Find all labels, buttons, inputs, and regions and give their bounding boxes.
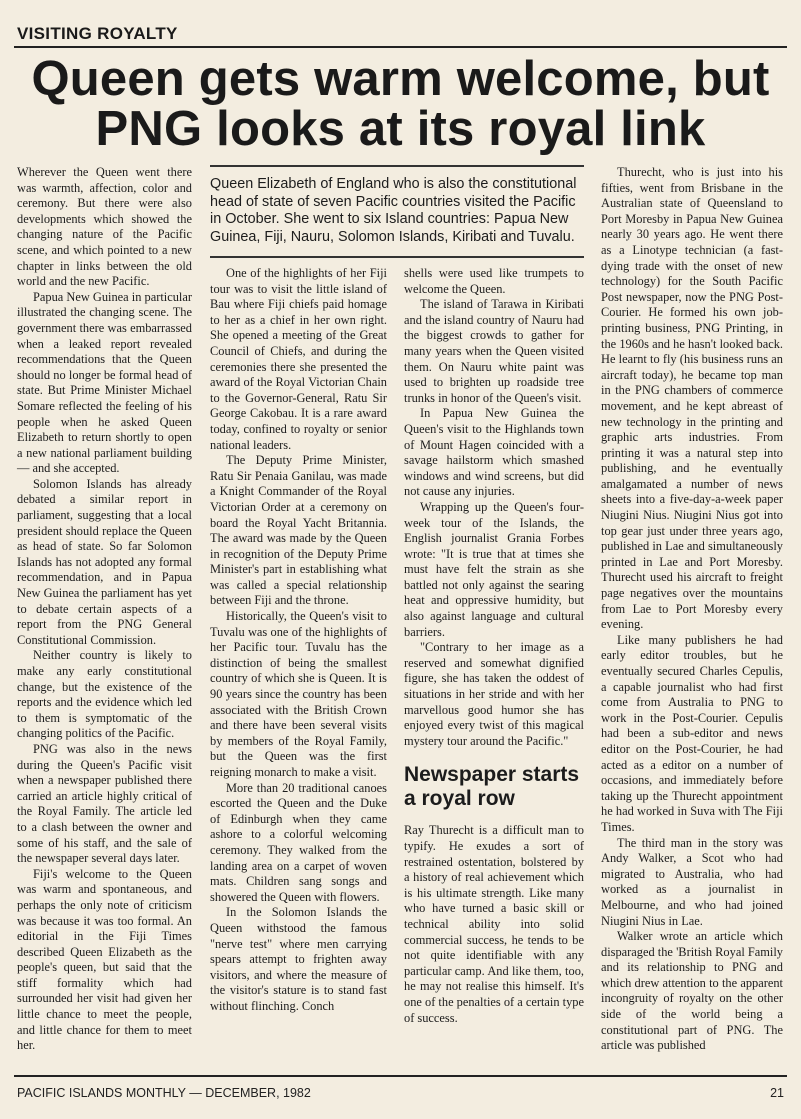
paragraph: More than 20 traditional canoes escorted the Queen and the Duke of Edinburgh when they came ashore to a colorful welcoming ceremony. They walked from the landing area on a carpet of woven mats. Children sang songs and showered the Queen with flowers. <box>210 780 387 904</box>
paragraph: Wrapping up the Queen's four-week tour of the Islands, the English journalist Grania Forbes wrote: "It is true that at times she must have felt the strain as she battled not only against the searing heat and oppressive humidity, but also against language and cultural barriers. <box>404 499 584 639</box>
paragraph: The third man in the story was Andy Walker, a Scot who had migrated to Australia, who had worked as a journalist in Melbourne, and who had joined Niugini Nius in Lae. <box>601 835 783 928</box>
column-3 <box>404 266 584 1026</box>
paragraph: In Papua New Guinea the Queen's visit to the Highlands town of Mount Hagen coincided with a savage hailstorm which smashed windows and wind screens, but did not cause any injuries. <box>404 406 584 499</box>
paragraph: The Deputy Prime Minister, Ratu Sir Penaia Ganilau, was made a Knight Commander of the Royal Victorian Order at a ceremony on board the Royal Yacht Britannia. The award was made by the Queen in recognition of the Deputy Prime Minister's part in establishing what was called a special relationship between Fiji and the throne. <box>210 453 387 608</box>
page-number: 21 <box>770 1086 784 1100</box>
paragraph: Like many publishers he had early editor troubles, but he eventually secured Charles Cepulis, a capable journalist who had first come from Australia to PNG to work in the Post-Courier. Cepulis had been a sub-editor and news editor on the Post-Courier, he had acted as a editor on a number of occasions, and immediately before taking up the Thurecht appointment he had worked in Suva with The Fiji Times. <box>601 632 783 834</box>
column-4 <box>601 165 783 1054</box>
paragraph: "Contrary to her image as a reserved and somewhat dignified figure, she has taken the oddest of situations in her stride and with her marvellous good humor she has enjoyed every twist of this magical mystery tour around the Pacific." <box>404 640 584 748</box>
column-1 <box>17 165 192 1054</box>
paragraph: Solomon Islands has already debated a similar report in parliament, suggesting that a local president should replace the Queen as head of state. So far Solomon Islands has not adopted any formal recommendation, and in Papua New Guinea the parliament has yet to debate certain aspects of a report from the PNG General Constitutional Commission. <box>17 476 192 647</box>
paragraph: In the Solomon Islands the Queen withstood the famous "nerve test" where men carrying spears attempt to frighten away visitors, and where the measure of the visitor's stature is to stand fast without flinching. Conch <box>210 905 387 1013</box>
section-label: VISITING ROYALTY <box>17 24 178 43</box>
footer-publication: PACIFIC ISLANDS MONTHLY — DECEMBER, 1982 <box>17 1086 311 1100</box>
paragraph: Fiji's welcome to the Queen was warm and spontaneous, and perhaps the only note of criticism was because it was too formal. An editorial in the Fiji Times described Queen Elizabeth as the people's queen, but said that the stiff formality which had surrounded her visit had given her little chance to meet the people, and little chance for them to meet her. <box>17 866 192 1053</box>
standfirst-box <box>210 165 584 258</box>
paragraph: Neither country is likely to make any early constitutional change, but the existence of the reports and the evidence which led to them is symptomatic of the changing politics of the Pacific. <box>17 648 192 741</box>
paragraph: shells were used like trumpets to welcome the Queen. <box>404 266 584 296</box>
bottom-rule <box>14 1075 787 1077</box>
paragraph: PNG was also in the news during the Queen's Pacific visit when a newspaper published there carried an article highly critical of the Royal Family. The article led to a clash between the owner and some of his staff, and the sale of the newspaper several days later. <box>17 741 192 866</box>
paragraph: Thurecht, who is just into his fifties, went from Brisbane in the Australian state of Queensland to Port Moresby in Papua New Guinea nearly 30 years ago. He went there as a Linotype technician (a fast-dying trade with the onset of new technology) for the South Pacific Post newspaper, now the PNG Post-Courier. He formed his own job-printing business, PNG Printing, in the 1960s and he hasn't looked back. He learnt to fly (his business runs an aircraft today), he became top man in the PNG chambers of commerce movement, and he kept abreast of new technology in the printing and graphic arts industries. From printing it was a natural step into publishing, and he eventually amalgamated a number of news sheets into a five-day-a-week paper Niugini Nius. Niugini Nius got into top gear just under three years ago, published in Lae and simultaneously printed in Lae and Port Moresby. Thurecht used his aircraft to freight page negatives over the mountains from Lae to Port Moresby every evening. <box>601 165 783 632</box>
paragraph: Wherever the Queen went there was warmth, affection, color and ceremony. But there were also developments which showed the changing nature of the Pacific scene, and which pointed to a new chapter in links between the old world and the new Pacific. <box>17 165 192 289</box>
column-2 <box>210 266 387 1015</box>
paragraph: Walker wrote an article which disparaged the 'British Royal Family and its relationship to PNG and which drew attention to the apparent incongruity of royalty on the other side of the world being a constitutional part of PNG. The article was published <box>601 929 783 1053</box>
paragraph: Papua New Guinea in particular illustrated the changing scene. The government there was embarrassed when a leaked report revealed recommendations that the Queen should no longer be formal head of state. But Prime Minister Michael Somare reflected the feeling of his people when he asked Queen Elizabeth to return shortly to open a new national parliament building — and she accepted. <box>17 289 192 476</box>
top-rule <box>14 46 787 48</box>
standfirst: Queen Elizabeth of England who is also the constitutional head of state of seven Pacific countries visited the Pacific in October. She went to six Island countries: Papua New Guinea, Fiji, Nauru, Solomon Islands, Kiribati and Tuvalu. <box>210 176 577 245</box>
standfirst-bottom-rule <box>210 256 584 258</box>
paragraph: One of the highlights of her Fiji tour was to visit the little island of Bau where Fiji chiefs paid homage to her as a chief in her own right. She opened a meeting of the Great Council of Chiefs, and during the ceremonies there she presented the award of the Royal Victorian Chain to the Governor-General, Ratu Sir George Cakobau. It is a rare award today, confined to royalty or senior national leaders. <box>210 266 387 452</box>
paragraph: Historically, the Queen's visit to Tuvalu was one of the highlights of her Pacific tour. Tuvalu has the distinction of being the smallest country of which she is Queen. It is 90 years since the country has been associated with the British Crown and there have been several visits by members of the Royal Family, but the Queen was the first reigning monarch to make a visit. <box>210 609 387 779</box>
headline: Queen gets warm welcome, but PNG looks at its royal link <box>31 52 770 156</box>
paragraph: The island of Tarawa in Kiribati and the island country of Nauru had the biggest crowds to gather for many years when the Queen visited them. On Nauru white paint was used to brighten up roadside tree trunks in honor of the Queen's visit. <box>404 297 584 405</box>
paragraph: Ray Thurecht is a difficult man to typify. He exudes a sort of restrained ostentation, bolstered by a history of real achievement which is his ultimate strength. Like many who have turned a basic skill or technical ability into solid commercial success, he tends to be not quite identifiable with any particular camp. And like them, too, he may not realise this himself. It's one of the penalties of a certain type of success. <box>404 823 584 1025</box>
standfirst-top-rule <box>210 165 584 167</box>
subheading: Newspaper starts a royal row <box>404 763 580 811</box>
